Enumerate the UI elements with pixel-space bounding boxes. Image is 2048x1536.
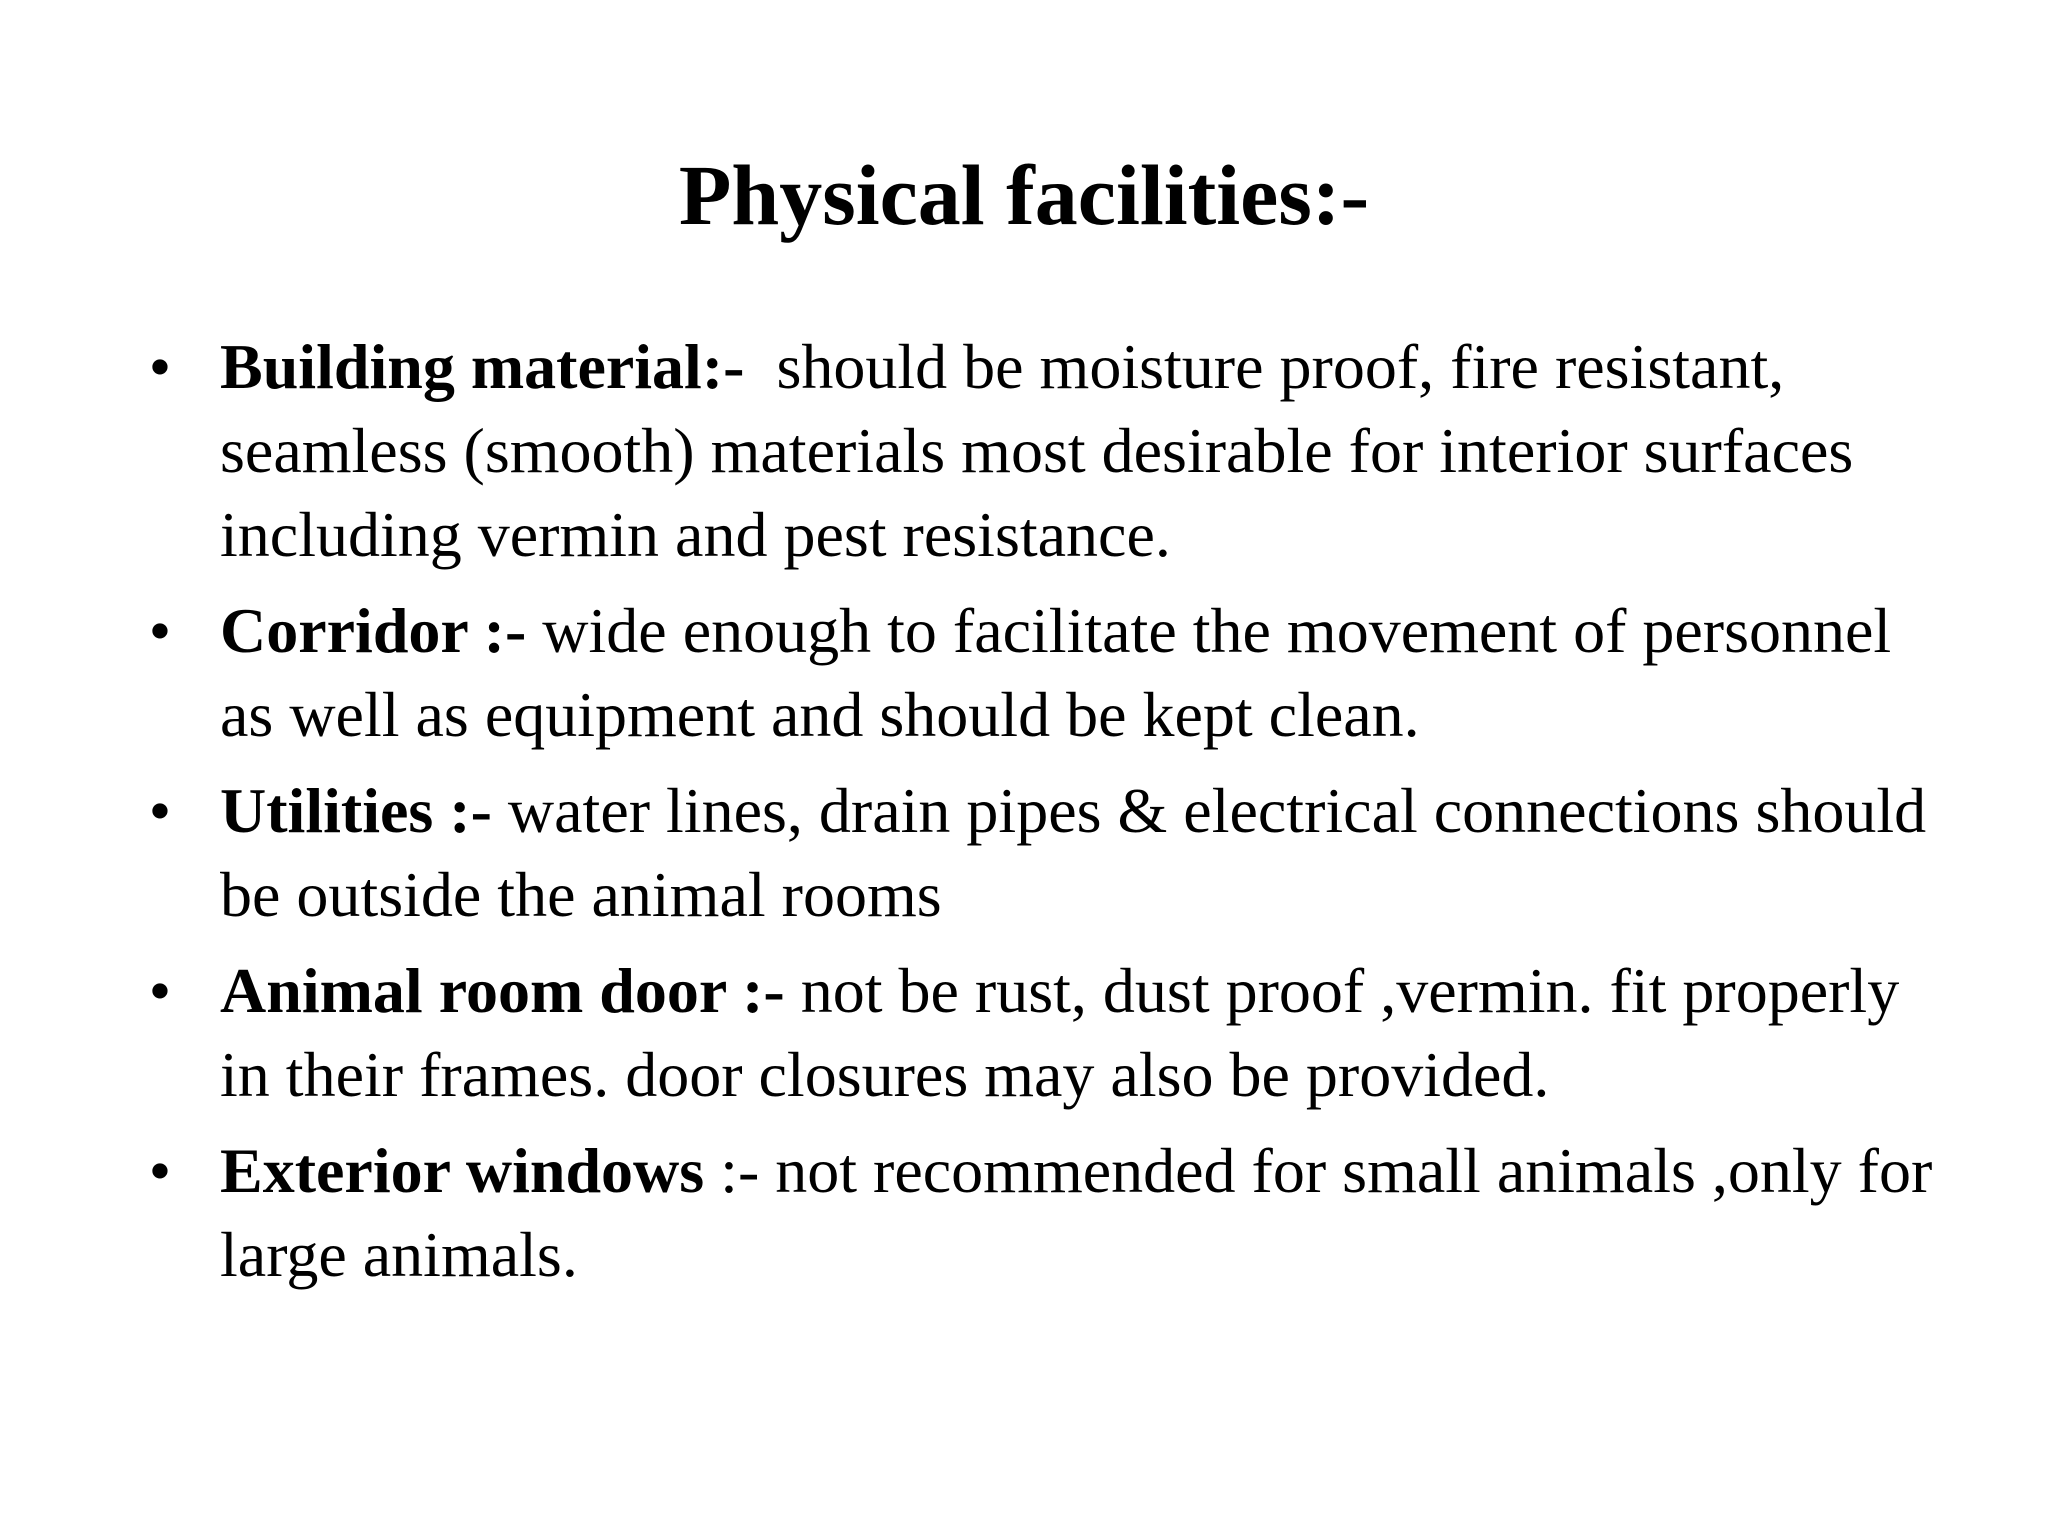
bullet-item-building-material	[140, 325, 1940, 577]
bullet-item-exterior-windows	[140, 1129, 1940, 1297]
bullet-icon: •	[148, 955, 172, 1026]
bullet-icon: •	[148, 1135, 172, 1206]
bullet-text: wide enough to facilitate the movement of personnel as well as equipment and should be kept clean.	[220, 595, 1892, 750]
bullet-term: Animal room door :-	[220, 955, 785, 1026]
bullet-text: not recommended for small animals ,only for large animals.	[220, 1135, 1933, 1290]
bullet-separator: :-	[704, 1135, 760, 1206]
bullet-text: should be moisture proof, fire resistant, seamless (smooth) materials most desirable for interior surfaces including vermin and pest resistance.	[220, 331, 1870, 570]
bullet-icon: •	[148, 595, 172, 666]
bullet-term: Exterior windows	[220, 1135, 705, 1206]
bullet-text: water lines, drain pipes & electrical connections should be outside the animal rooms	[220, 775, 1927, 930]
bullet-term: Utilities :-	[220, 775, 492, 846]
bullet-icon: •	[148, 775, 172, 846]
bullet-list	[140, 325, 1940, 1309]
bullet-icon: •	[148, 331, 172, 402]
bullet-item-utilities	[140, 769, 1940, 937]
bullet-item-corridor	[140, 589, 1940, 757]
bullet-term: Corridor :-	[220, 595, 527, 666]
bullet-term: Building material:-	[220, 331, 745, 402]
bullet-item-animal-room-door	[140, 949, 1940, 1117]
slide-title: Physical facilities:-	[678, 147, 1370, 243]
bullet-text: not be rust, dust proof ,vermin. fit properly in their frames. door closures may also be provided.	[220, 955, 1900, 1110]
